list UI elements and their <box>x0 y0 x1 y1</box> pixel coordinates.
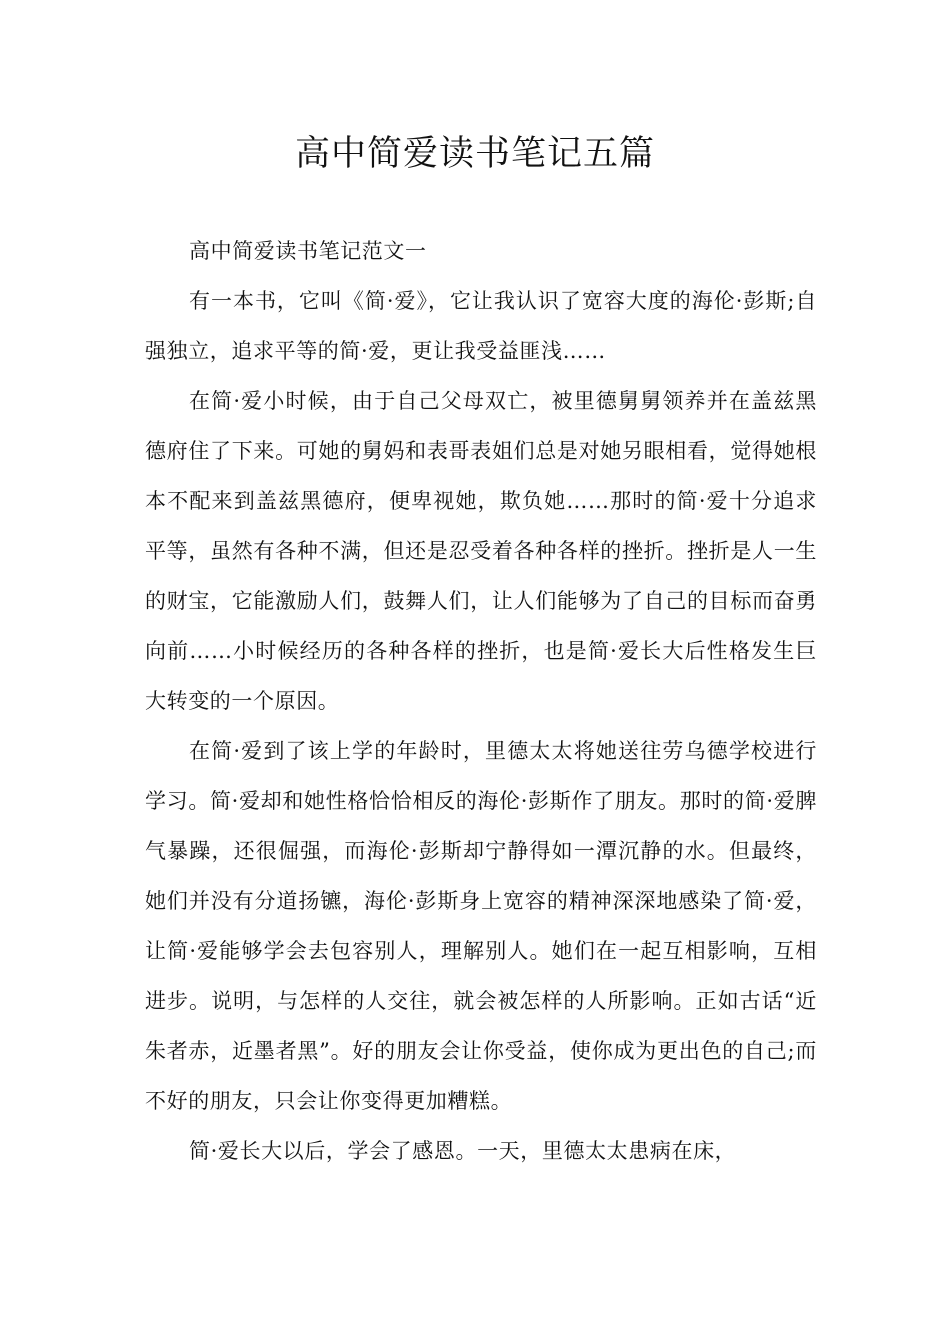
paragraph: 在简·爱到了该上学的年龄时，里德太太将她送往劳乌德学校进行学习。简·爱却和她性格恰恰相反的海伦·彭斯作了朋友。那时的简·爱脾气暴躁，还很倔强，而海伦·彭斯却宁静得如一潭沉静的水。但最终，她们并没有分道扬镳，海伦·彭斯身上宽容的精神深深地感染了简·爱，让简·爱能够学会去包容别人，理解别人。她们在一起互相影响，互相进步。说明，与怎样的人交往，就会被怎样的人所影响。正如古话“近朱者赤，近墨者黑”。好的朋友会让你受益，使你成为更出色的自己;而不好的朋友，只会让你变得更加糟糕。 <box>145 739 817 1113</box>
section-heading: 高中简爱读书笔记范文一 <box>189 239 427 263</box>
paragraph: 有一本书，它叫《简·爱》，它让我认识了宽容大度的海伦·彭斯;自强独立，追求平等的简·爱，更让我受益匪浅…… <box>145 289 817 363</box>
paragraph: 简·爱长大以后，学会了感恩。一天，里德太太患病在床， <box>189 1139 737 1163</box>
document-body <box>145 226 817 1176</box>
document-title: 高中简爱读书笔记五篇 <box>294 134 655 174</box>
paragraph: 在简·爱小时候，由于自己父母双亡，被里德舅舅领养并在盖兹黑德府住了下来。可她的舅妈和表哥表姐们总是对她另眼相看，觉得她根本不配来到盖兹黑德府，便卑视她，欺负她……那时的简·爱十分追求平等，虽然有各种不满，但还是忍受着各种各样的挫折。挫折是人一生的财宝，它能激励人们，鼓舞人们，让人们能够为了自己的目标而奋勇向前……小时候经历的各种各样的挫折，也是简·爱长大后性格发生巨大转变的一个原因。 <box>145 389 817 713</box>
